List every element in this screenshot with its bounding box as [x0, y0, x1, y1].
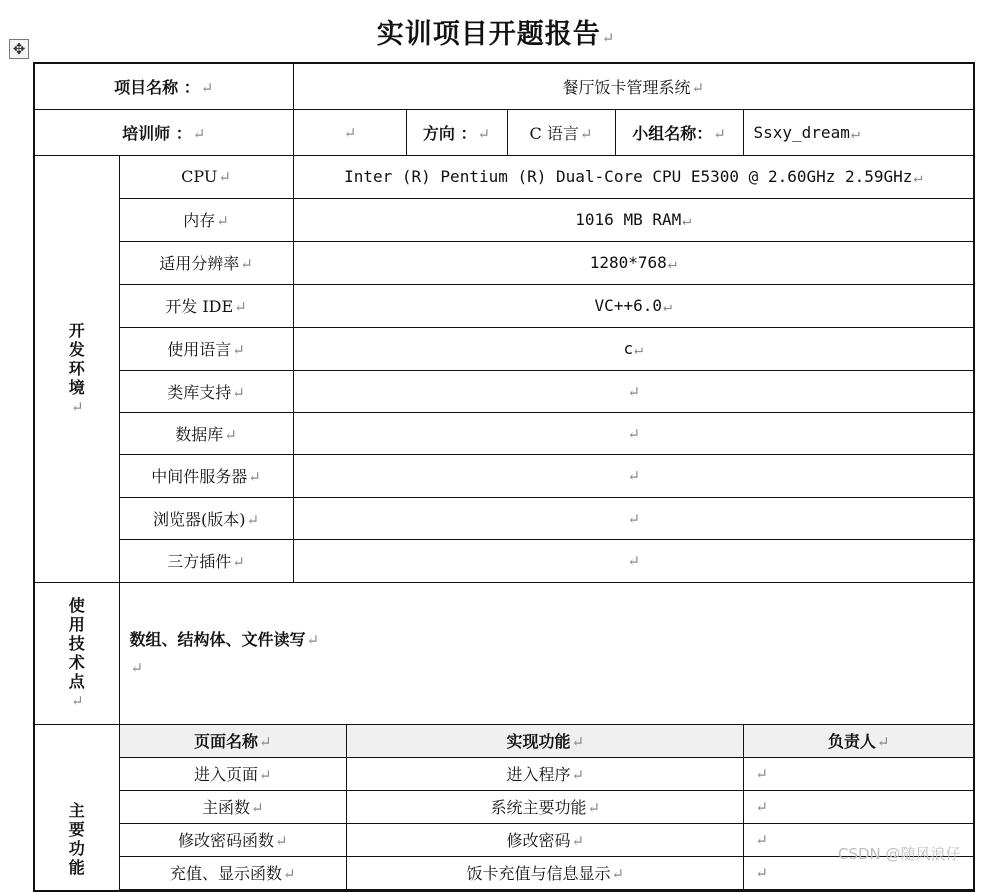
- env-label-memory: 内存↵: [119, 198, 293, 241]
- trainer-row: [34, 109, 974, 155]
- table-move-handle-icon[interactable]: ✥: [9, 39, 29, 59]
- project-name-label: 项目名称 ：↵: [34, 63, 293, 109]
- features-header-owner: 负责人↵: [744, 725, 973, 758]
- features-header-func: 实现功能↵: [347, 725, 744, 758]
- env-row: [34, 284, 974, 327]
- table-row: [120, 757, 974, 790]
- feature-func-cell[interactable]: 系统主要功能↵: [347, 790, 744, 823]
- env-label-language: 使用语言↵: [119, 327, 293, 370]
- env-value-memory[interactable]: 1016 MB RAM↵: [293, 198, 974, 241]
- dev-env-section-label: 开 发 环 境 ↵: [34, 155, 119, 582]
- env-value-middleware[interactable]: ↵: [293, 454, 974, 497]
- feature-func-cell[interactable]: 修改密码↵: [347, 823, 744, 856]
- env-value-ide[interactable]: VC++6.0↵: [293, 284, 974, 327]
- env-row: [34, 412, 974, 454]
- env-row: [34, 497, 974, 539]
- feature-page-cell[interactable]: 修改密码函数↵: [120, 823, 347, 856]
- feature-page-cell[interactable]: 主函数↵: [120, 790, 347, 823]
- env-value-cpu[interactable]: Inter (R) Pentium (R) Dual-Core CPU E5300 @ 2.60GHz 2.59GHz↵: [293, 155, 974, 198]
- feature-owner-cell[interactable]: ↵: [744, 856, 973, 889]
- env-row: [34, 198, 974, 241]
- tech-section-label: 使 用 技 术 点 ↵: [34, 582, 119, 724]
- env-row: [34, 454, 974, 497]
- env-value-resolution[interactable]: 1280*768↵: [293, 241, 974, 284]
- group-name-label: 小组名称：↵: [615, 109, 743, 155]
- env-value-libraries[interactable]: ↵: [293, 370, 974, 412]
- env-row: [34, 241, 974, 284]
- feature-func-cell[interactable]: 饭卡充值与信息显示↵: [347, 856, 744, 889]
- env-label-browser: 浏览器(版本)↵: [119, 497, 293, 539]
- direction-label: 方向 ：↵: [406, 109, 507, 155]
- env-row: [34, 155, 974, 198]
- env-label-resolution: 适用分辨率↵: [119, 241, 293, 284]
- env-value-language[interactable]: c↵: [293, 327, 974, 370]
- features-row: [34, 724, 974, 891]
- feature-page-cell[interactable]: 充值、显示函数↵: [120, 856, 347, 889]
- trainer-label: 培训师 ：↵: [34, 109, 293, 155]
- env-value-plugins[interactable]: ↵: [293, 539, 974, 582]
- page-title: 实训项目开题报告↵: [376, 19, 616, 50]
- env-row: [34, 539, 974, 582]
- report-table: [33, 62, 975, 892]
- feature-func-cell[interactable]: 进入程序↵: [347, 757, 744, 790]
- env-value-database[interactable]: ↵: [293, 412, 974, 454]
- features-header-page: 页面名称↵: [120, 725, 347, 758]
- feature-owner-cell[interactable]: ↵: [744, 790, 973, 823]
- features-table-cell: [119, 724, 974, 891]
- env-label-libraries: 类库支持↵: [119, 370, 293, 412]
- feature-page-cell[interactable]: 进入页面↵: [120, 757, 347, 790]
- env-label-middleware: 中间件服务器↵: [119, 454, 293, 497]
- watermark: CSDN @随风浪仔: [838, 845, 961, 863]
- feature-owner-cell[interactable]: ↵: [744, 823, 973, 856]
- tech-value[interactable]: 数组、结构体、文件读写↵ ↵: [119, 582, 974, 724]
- env-label-plugins: 三方插件↵: [119, 539, 293, 582]
- feature-owner-cell[interactable]: ↵: [744, 757, 973, 790]
- features-header-row: [120, 725, 974, 758]
- env-label-database: 数据库↵: [119, 412, 293, 454]
- tech-row: [34, 582, 974, 724]
- env-row: [34, 370, 974, 412]
- project-name-value[interactable]: 餐厅饭卡管理系统↵: [293, 63, 974, 109]
- env-value-browser[interactable]: ↵: [293, 497, 974, 539]
- features-section-label: 主 要 功 能: [34, 724, 119, 891]
- group-name-value[interactable]: Ssxy_dream↵: [743, 109, 974, 155]
- features-table: [120, 725, 974, 890]
- direction-value[interactable]: C 语言↵: [507, 109, 615, 155]
- table-row: [120, 790, 974, 823]
- project-name-row: [34, 63, 974, 109]
- env-label-ide: 开发 IDE↵: [119, 284, 293, 327]
- env-label-cpu: CPU↵: [119, 155, 293, 198]
- env-row: [34, 327, 974, 370]
- trainer-value[interactable]: ↵: [293, 109, 406, 155]
